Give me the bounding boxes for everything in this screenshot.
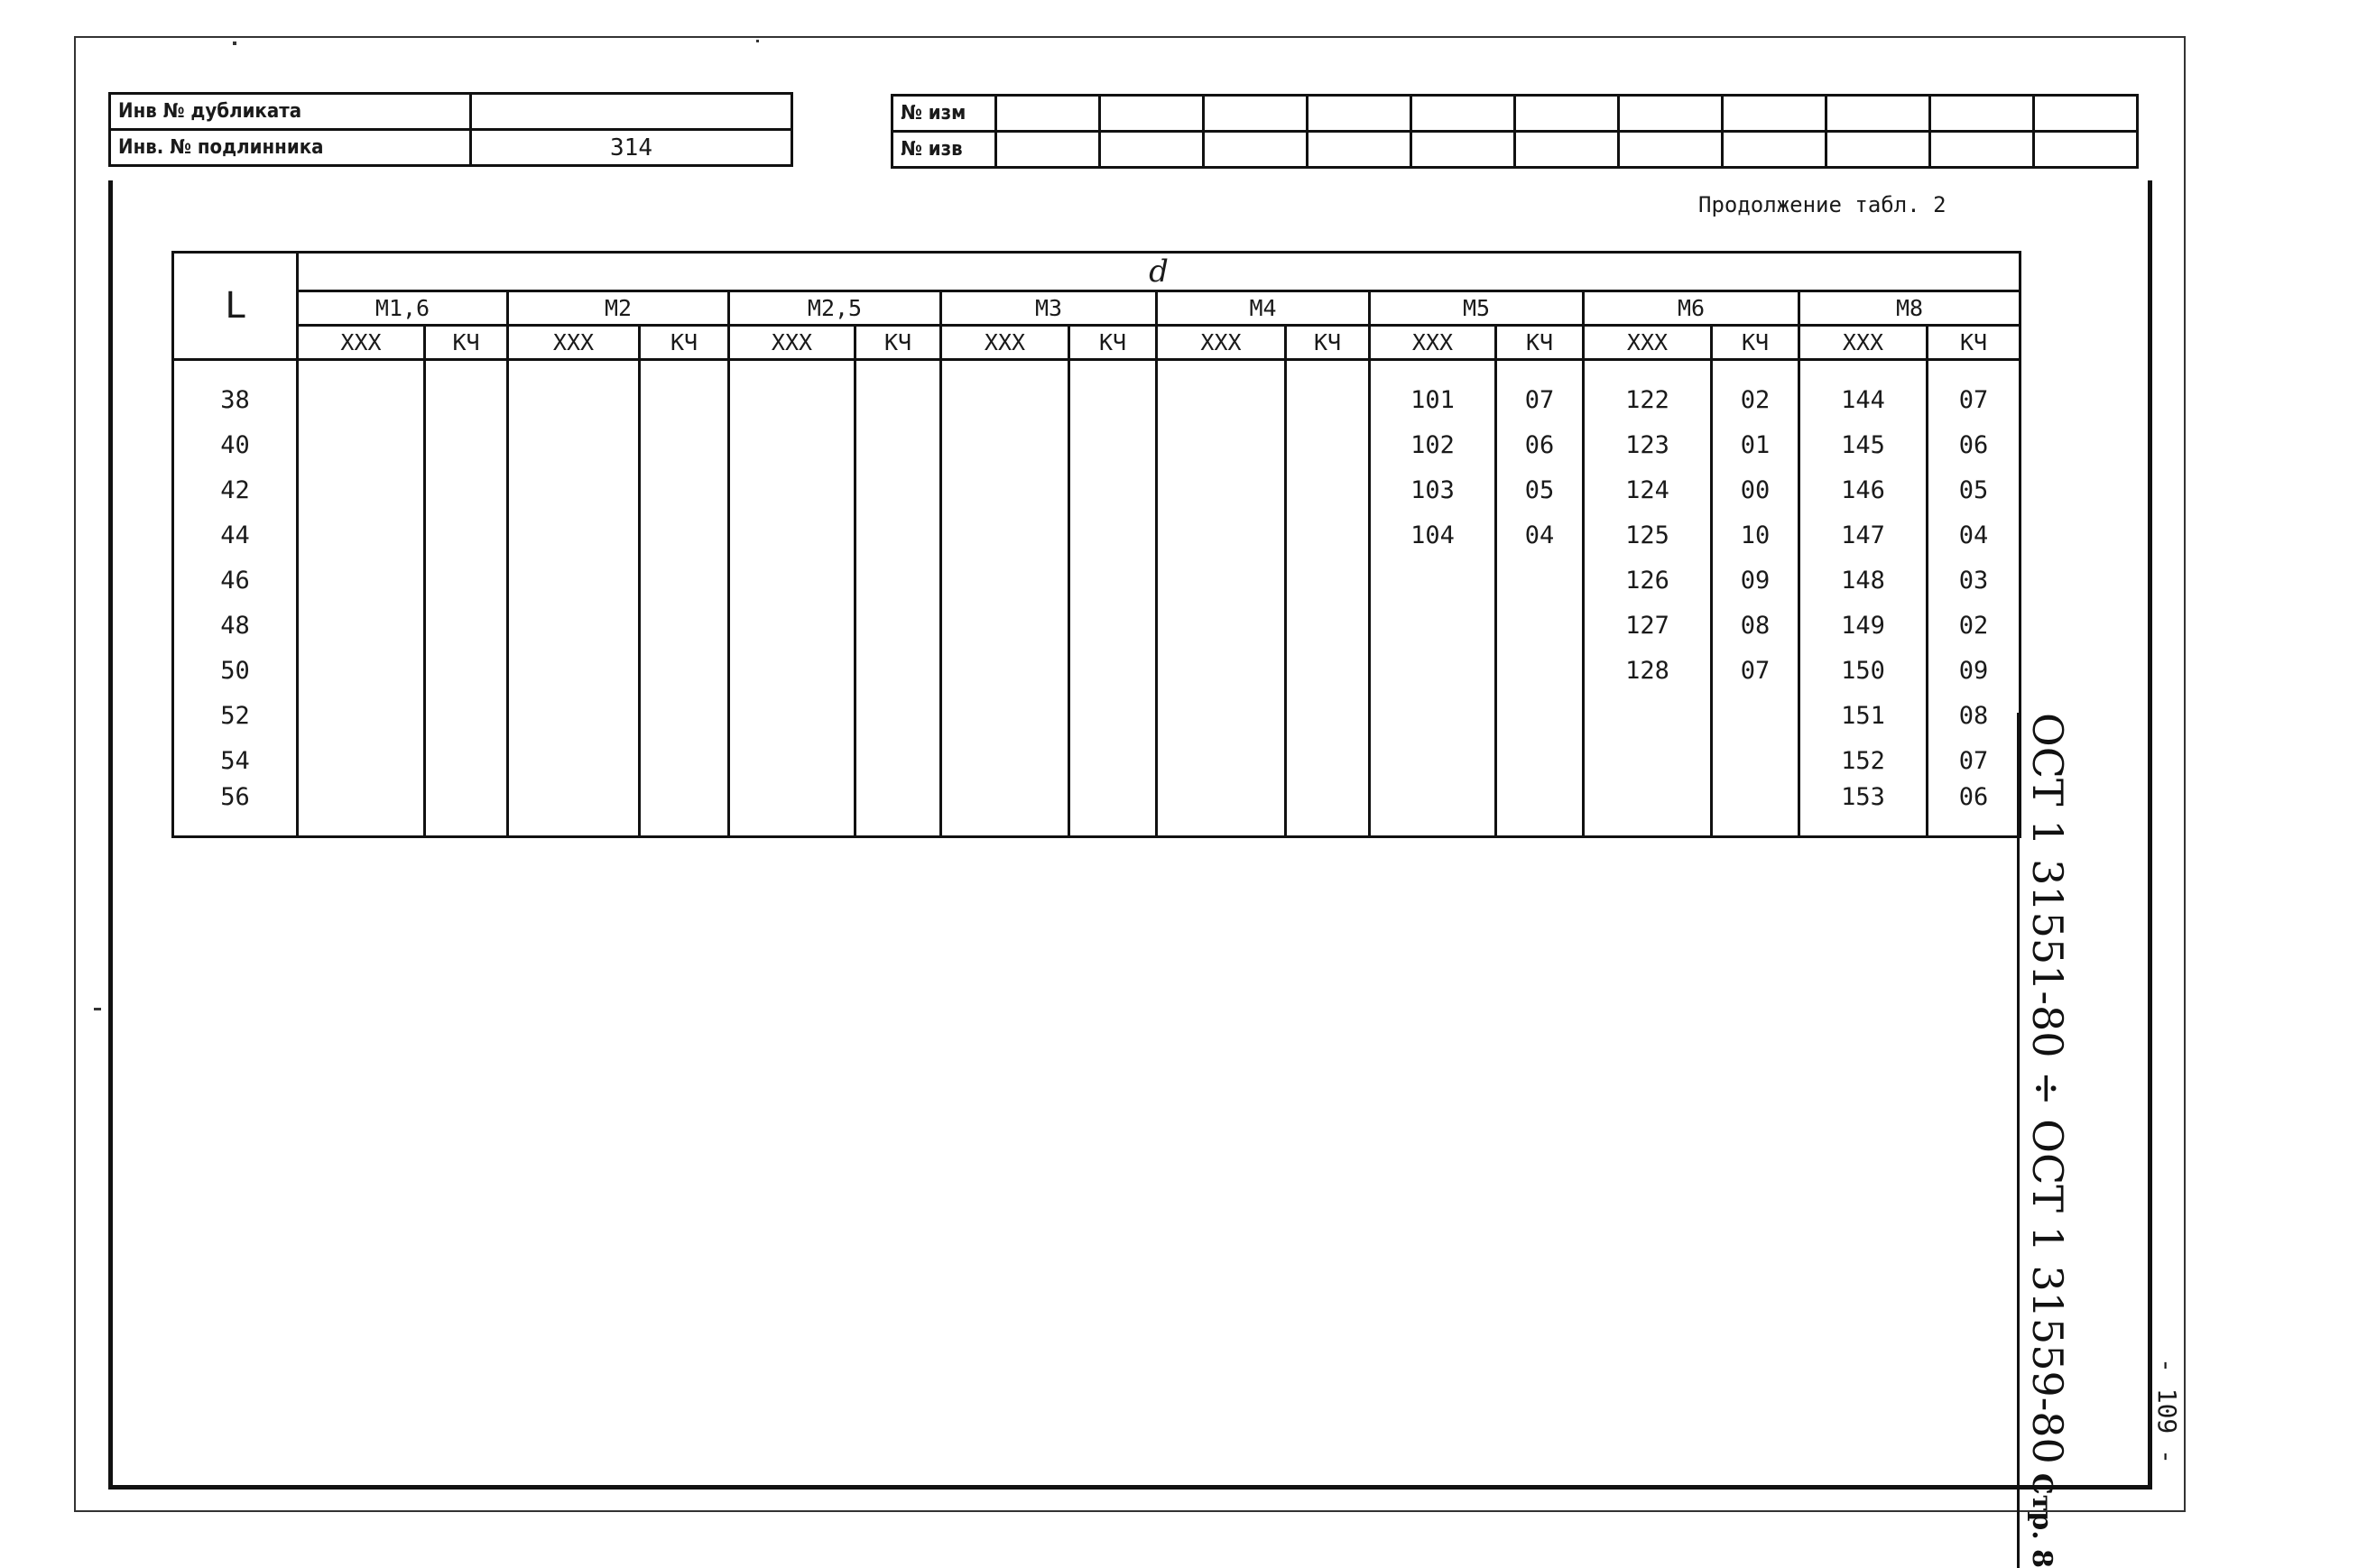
empty-cell (298, 512, 425, 558)
empty-cell (425, 783, 508, 837)
code-cell-m8x: 145 (1799, 422, 1928, 467)
notice-number-label: № изв (892, 132, 996, 168)
empty-cell (729, 603, 855, 648)
code-cell-m5x: 103 (1370, 467, 1496, 512)
code-cell-m5k: 07 (1496, 377, 1584, 422)
empty-cell (1069, 603, 1157, 648)
empty-cell (729, 648, 855, 693)
empty-cell (640, 603, 729, 648)
empty-cell (1157, 603, 1286, 648)
empty-cell (855, 603, 941, 648)
revision-cell (1100, 96, 1204, 132)
revision-cell (1619, 132, 1723, 168)
revision-cell (996, 96, 1100, 132)
code-cell-m6x: 125 (1584, 512, 1712, 558)
length-value: 52 (173, 693, 298, 738)
empty-cell (508, 512, 640, 558)
empty-cell (1286, 738, 1370, 783)
length-value: 44 (173, 512, 298, 558)
subheader-xxx: XXX (1370, 326, 1496, 360)
size-header-m4: M4 (1157, 291, 1370, 326)
scan-speck (94, 1008, 101, 1010)
empty-cell (1286, 603, 1370, 648)
empty-cell (941, 693, 1069, 738)
empty-cell (508, 738, 640, 783)
empty-cell (855, 377, 941, 422)
revision-cell (1619, 96, 1723, 132)
empty-cell (640, 512, 729, 558)
empty-cell (640, 648, 729, 693)
table-continuation-note: Продолжение табл. 2 (1698, 192, 1947, 217)
revision-cell (1826, 132, 1930, 168)
empty-cell (508, 467, 640, 512)
empty-cell (729, 693, 855, 738)
code-cell-m5k: 05 (1496, 467, 1584, 512)
empty-cell (729, 422, 855, 467)
empty-cell (1157, 377, 1286, 422)
standard-designation (2023, 713, 2072, 1568)
subheader-kch: КЧ (1712, 326, 1799, 360)
empty-cell (298, 377, 425, 422)
code-cell-m6x (1584, 738, 1712, 783)
empty-cell (298, 467, 425, 512)
empty-cell (1286, 467, 1370, 512)
empty-cell (941, 603, 1069, 648)
empty-cell (298, 422, 425, 467)
code-cell-m5x (1370, 783, 1496, 837)
empty-cell (1069, 648, 1157, 693)
code-cell-m5k (1496, 558, 1584, 603)
empty-cell (729, 467, 855, 512)
table-row (173, 693, 2020, 738)
scan-speck (756, 40, 759, 42)
size-header-m8: M8 (1799, 291, 2020, 326)
subheader-kch: КЧ (425, 326, 508, 360)
table-spacer-row (173, 360, 2020, 378)
code-cell-m6x: 126 (1584, 558, 1712, 603)
empty-cell (425, 693, 508, 738)
empty-cell (425, 377, 508, 422)
size-header-m5: M5 (1370, 291, 1584, 326)
length-value: 42 (173, 467, 298, 512)
revision-cell (2034, 96, 2138, 132)
empty-cell (298, 783, 425, 837)
subheader-kch: КЧ (1069, 326, 1157, 360)
subheader-kch: КЧ (1496, 326, 1584, 360)
code-cell-m8x: 146 (1799, 467, 1928, 512)
revision-cell (1100, 132, 1204, 168)
empty-cell (1157, 467, 1286, 512)
original-inventory-label: Инв. № подлинника (110, 130, 471, 166)
code-cell-m6k: 02 (1712, 377, 1799, 422)
empty-cell (298, 693, 425, 738)
table-row (173, 738, 2020, 783)
table-row (173, 558, 2020, 603)
table-row (173, 783, 2020, 837)
code-cell-m8k: 06 (1928, 422, 2020, 467)
empty-cell (640, 422, 729, 467)
size-header-m2: M2 (508, 291, 729, 326)
empty-cell (941, 422, 1069, 467)
revision-stamp (891, 94, 2139, 169)
code-cell-m8x: 149 (1799, 603, 1928, 648)
code-cell-m6k: 08 (1712, 603, 1799, 648)
revision-cell (1930, 132, 2034, 168)
code-cell-m6x (1584, 693, 1712, 738)
code-cell-m5k (1496, 783, 1584, 837)
revision-cell (1411, 96, 1515, 132)
code-cell-m5k: 06 (1496, 422, 1584, 467)
subheader-kch: КЧ (1928, 326, 2020, 360)
empty-cell (1069, 467, 1157, 512)
revision-cell (1515, 132, 1619, 168)
empty-cell (425, 422, 508, 467)
empty-cell (1069, 558, 1157, 603)
revision-cell (1515, 96, 1619, 132)
code-cell-m8k: 06 (1928, 783, 2020, 837)
empty-cell (941, 783, 1069, 837)
empty-cell (508, 693, 640, 738)
empty-cell (1286, 422, 1370, 467)
code-cell-m8x: 153 (1799, 783, 1928, 837)
code-cell-m8x: 148 (1799, 558, 1928, 603)
empty-cell (640, 738, 729, 783)
code-cell-m6k (1712, 783, 1799, 837)
empty-cell (425, 512, 508, 558)
subheader-xxx: XXX (1157, 326, 1286, 360)
code-cell-m6k (1712, 738, 1799, 783)
empty-cell (298, 603, 425, 648)
code-cell-m5x (1370, 558, 1496, 603)
code-cell-m8x: 151 (1799, 693, 1928, 738)
code-cell-m5k (1496, 648, 1584, 693)
empty-cell (729, 738, 855, 783)
code-cell-m6x (1584, 783, 1712, 837)
empty-cell (729, 377, 855, 422)
length-value: 48 (173, 603, 298, 648)
revision-cell (2034, 132, 2138, 168)
empty-cell (1069, 738, 1157, 783)
subheader-kch: КЧ (1286, 326, 1370, 360)
length-value: 46 (173, 558, 298, 603)
length-value: 40 (173, 422, 298, 467)
code-cell-m6k: 00 (1712, 467, 1799, 512)
revision-cell (996, 132, 1100, 168)
duplicate-inventory-value (471, 94, 792, 130)
length-column-header: L (173, 253, 298, 360)
revision-cell (1826, 96, 1930, 132)
empty-cell (1286, 648, 1370, 693)
empty-cell (508, 377, 640, 422)
code-cell-m5x: 102 (1370, 422, 1496, 467)
empty-cell (1157, 648, 1286, 693)
empty-cell (855, 783, 941, 837)
subheader-kch: КЧ (640, 326, 729, 360)
empty-cell (425, 738, 508, 783)
length-value: 56 (173, 783, 298, 837)
standard-number: ОСТ 1 31551-80 ÷ ОСТ 1 31559-80 (2023, 713, 2072, 1464)
code-cell-m8x: 150 (1799, 648, 1928, 693)
empty-cell (508, 603, 640, 648)
empty-cell (508, 422, 640, 467)
code-cell-m5x: 104 (1370, 512, 1496, 558)
code-cell-m8k: 07 (1928, 738, 2020, 783)
empty-cell (640, 693, 729, 738)
size-header-m3: M3 (941, 291, 1157, 326)
empty-cell (941, 738, 1069, 783)
revision-cell (1308, 96, 1411, 132)
table-row (173, 422, 2020, 467)
revision-cell (1308, 132, 1411, 168)
code-cell-m5k: 04 (1496, 512, 1584, 558)
standard-designation-block (2017, 713, 2072, 1568)
code-cell-m5x: 101 (1370, 377, 1496, 422)
table-body (173, 360, 2020, 837)
code-cell-m8k: 02 (1928, 603, 2020, 648)
code-cell-m6k: 09 (1712, 558, 1799, 603)
code-cell-m8k: 08 (1928, 693, 2020, 738)
revision-cell (1204, 132, 1308, 168)
empty-cell (941, 377, 1069, 422)
fastener-code-table (171, 251, 2021, 838)
revision-cell (1411, 132, 1515, 168)
subheader-xxx: XXX (298, 326, 425, 360)
empty-cell (1157, 693, 1286, 738)
empty-cell (1157, 738, 1286, 783)
empty-cell (729, 783, 855, 837)
subheader-kch: КЧ (855, 326, 941, 360)
empty-cell (855, 693, 941, 738)
subheader-xxx: XXX (1584, 326, 1712, 360)
revision-cell (1723, 132, 1826, 168)
length-value: 50 (173, 648, 298, 693)
empty-cell (640, 377, 729, 422)
code-cell-m5k (1496, 738, 1584, 783)
empty-cell (1069, 377, 1157, 422)
empty-cell (855, 738, 941, 783)
code-cell-m6k: 07 (1712, 648, 1799, 693)
code-cell-m5x (1370, 693, 1496, 738)
empty-cell (1286, 558, 1370, 603)
code-cell-m8x: 152 (1799, 738, 1928, 783)
code-cell-m8x: 144 (1799, 377, 1928, 422)
empty-cell (1157, 558, 1286, 603)
empty-cell (1157, 512, 1286, 558)
revision-cell (1930, 96, 2034, 132)
empty-cell (1286, 512, 1370, 558)
empty-cell (425, 558, 508, 603)
code-cell-m6k (1712, 693, 1799, 738)
empty-cell (640, 558, 729, 603)
empty-cell (941, 467, 1069, 512)
code-cell-m8x: 147 (1799, 512, 1928, 558)
empty-cell (729, 512, 855, 558)
empty-cell (1069, 512, 1157, 558)
sheet-page-label: Стр. 8 (2026, 1472, 2057, 1568)
empty-cell (855, 648, 941, 693)
subheader-xxx: XXX (729, 326, 855, 360)
empty-cell (1286, 783, 1370, 837)
code-cell-m5x (1370, 648, 1496, 693)
empty-cell (425, 467, 508, 512)
code-cell-m6x: 122 (1584, 377, 1712, 422)
original-inventory-value: 314 (471, 130, 792, 166)
subheader-xxx: XXX (1799, 326, 1928, 360)
revision-cell (1204, 96, 1308, 132)
empty-cell (855, 512, 941, 558)
empty-cell (855, 558, 941, 603)
empty-cell (729, 558, 855, 603)
empty-cell (941, 558, 1069, 603)
table-row (173, 512, 2020, 558)
code-cell-m6k: 10 (1712, 512, 1799, 558)
diameter-header: d (298, 253, 2020, 291)
empty-cell (298, 738, 425, 783)
scan-speck (233, 42, 236, 45)
empty-cell (298, 648, 425, 693)
empty-cell (1069, 783, 1157, 837)
code-cell-m6k: 01 (1712, 422, 1799, 467)
table-row (173, 467, 2020, 512)
empty-cell (1286, 377, 1370, 422)
code-cell-m8k: 03 (1928, 558, 2020, 603)
code-cell-m8k: 05 (1928, 467, 2020, 512)
subheader-xxx: XXX (941, 326, 1069, 360)
code-cell-m5x (1370, 738, 1496, 783)
size-header-m6: M6 (1584, 291, 1799, 326)
code-cell-m8k: 09 (1928, 648, 2020, 693)
table-row (173, 603, 2020, 648)
empty-cell (855, 422, 941, 467)
empty-cell (425, 648, 508, 693)
page-number: - 109 - (2152, 1358, 2182, 1465)
empty-cell (1157, 422, 1286, 467)
code-cell-m6x: 128 (1584, 648, 1712, 693)
table-row (173, 377, 2020, 422)
code-cell-m6x: 123 (1584, 422, 1712, 467)
empty-cell (425, 603, 508, 648)
code-cell-m5k (1496, 693, 1584, 738)
inventory-stamp (108, 92, 793, 167)
empty-cell (1069, 693, 1157, 738)
size-header-m1-6: M1,6 (298, 291, 508, 326)
empty-cell (1069, 422, 1157, 467)
empty-cell (941, 512, 1069, 558)
empty-cell (508, 558, 640, 603)
code-cell-m8k: 04 (1928, 512, 2020, 558)
table-row (173, 648, 2020, 693)
code-cell-m5x (1370, 603, 1496, 648)
change-number-label: № изм (892, 96, 996, 132)
empty-cell (941, 648, 1069, 693)
empty-cell (298, 558, 425, 603)
empty-cell (640, 467, 729, 512)
code-cell-m8k: 07 (1928, 377, 2020, 422)
empty-cell (640, 783, 729, 837)
code-cell-m5k (1496, 603, 1584, 648)
size-header-m2-5: M2,5 (729, 291, 941, 326)
revision-cell (1723, 96, 1826, 132)
duplicate-inventory-label: Инв № дубликата (110, 94, 471, 130)
length-value: 38 (173, 377, 298, 422)
empty-cell (508, 648, 640, 693)
subheader-xxx: XXX (508, 326, 640, 360)
empty-cell (1286, 693, 1370, 738)
length-value: 54 (173, 738, 298, 783)
empty-cell (1157, 783, 1286, 837)
empty-cell (508, 783, 640, 837)
code-cell-m6x: 127 (1584, 603, 1712, 648)
empty-cell (855, 467, 941, 512)
code-cell-m6x: 124 (1584, 467, 1712, 512)
